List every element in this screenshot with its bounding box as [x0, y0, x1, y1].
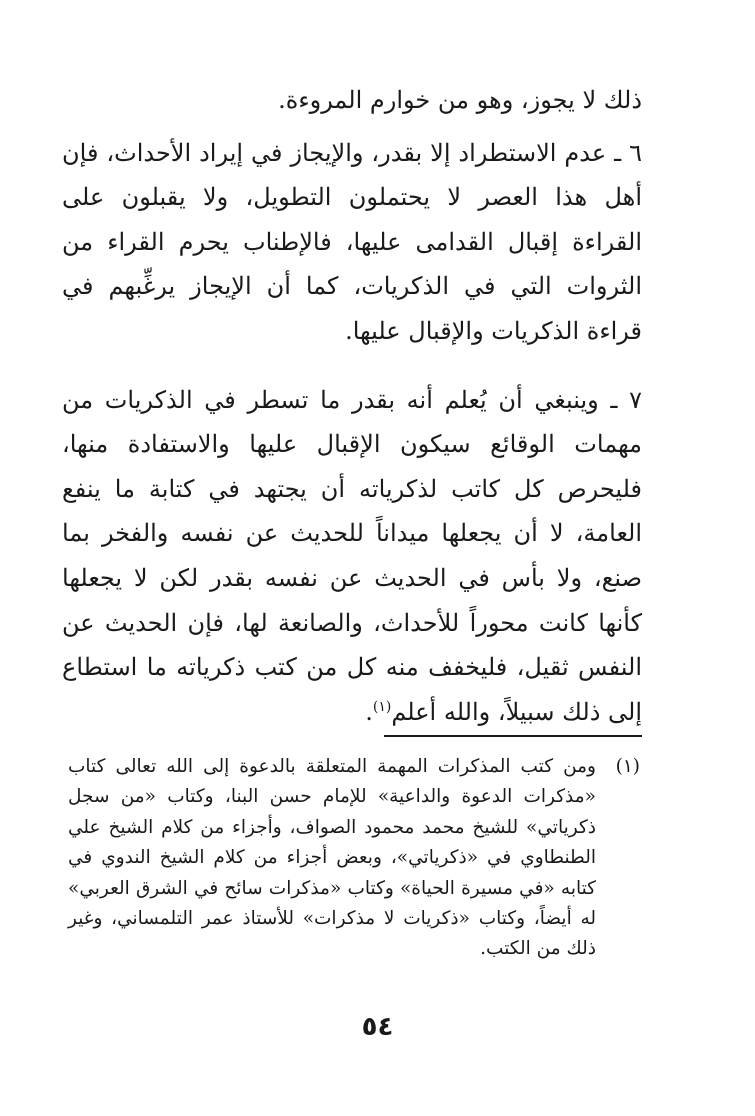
footnote	[68, 752, 640, 965]
footnote-separator	[384, 735, 642, 737]
footnote-marker: (١)	[615, 756, 640, 777]
paragraph-intro: ذلك لا يجوز، وهو من خوارم المروءة.	[278, 86, 642, 114]
paragraph-point-6: ٦ ـ عدم الاستطراد إلا بقدر، والإيجاز في إيراد الأحداث، فإن أهل هذا العصر لا يحتملون التطويل، ولا يقبلون على القراءة إقبال القدامى عليها، فالإطناب يحرم القراء من الثروات التي في الذكريات، كما أن الإيجاز يرغِّبهم في قراءة الذكريات والإقبال عليها.	[62, 138, 642, 345]
page-number: ٥٤	[361, 1012, 394, 1042]
footnote-reference: (١)	[372, 698, 392, 715]
footnote-text: ومن كتب المذكرات المهمة المتعلقة بالدعوة إلى الله تعالى كتاب «مذكرات الدعوة والداعية» للإمام حسن البنا، وكتاب «من سجل ذكرياتي» للشيخ محمد محمود الصواف، وأجزاء من كلام الشيخ علي الطنطاوي في «ذكرياتي»، وبعض أجزاء من كلام الشيخ الندوي في كتابه «في مسيرة الحياة» وكتاب «مذكرات سائح في الشرق العربي» له أيضاً، وكتاب «ذكريات لا مذكرات» للأستاذ عمر التلمساني، وغير ذلك من الكتب.	[68, 756, 596, 960]
paragraph-point-7-text: ٧ ـ وينبغي أن يُعلم أنه بقدر ما تسطر في الذكريات من مهمات الوقائع سيكون الإقبال عليها والاستفادة منها، فليحرص كل كاتب لذكرياته أن يجتهد في كتابة ما ينفع العامة، لا أن يجعلها ميداناً للحديث عن نفسه والفخر بما صنع، ولا بأس في الحديث عن نفسه بقدر لكن لا يجعلها كأنها كانت محوراً للأحداث، والصانعة لها، فإن الحديث عن النفس ثقيل، فليخفف منه كل من كتب ذكرياته ما استطاع إلى ذلك سبيلاً، والله أعلم	[62, 385, 643, 726]
main-text	[62, 78, 642, 734]
paragraph-point-7	[62, 378, 642, 735]
paragraph-end-mark: .	[365, 697, 373, 726]
